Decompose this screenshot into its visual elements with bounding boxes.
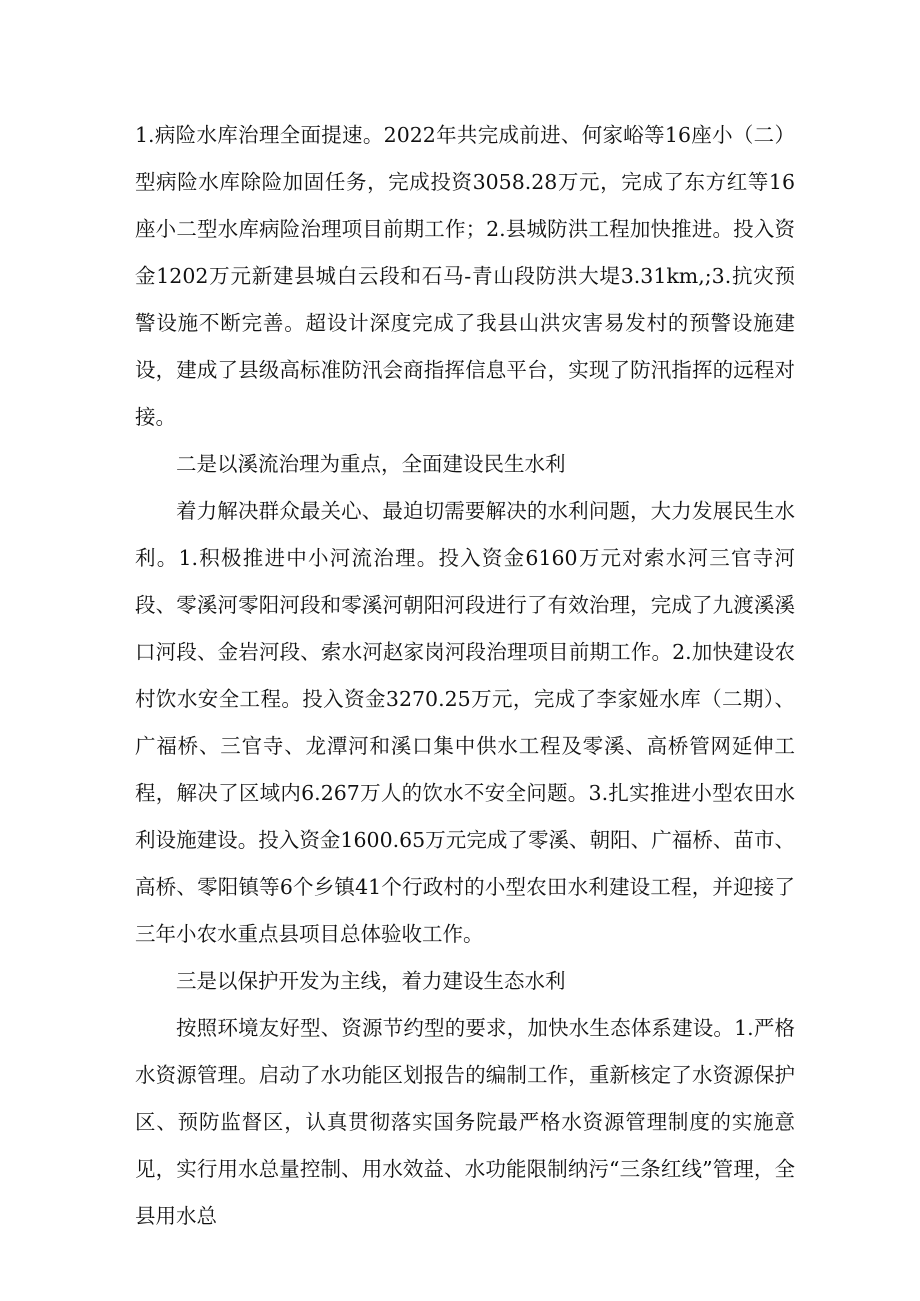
- paragraph-reservoir-governance: 1.病险水库治理全面提速。2022年共完成前进、何家峪等16座小（二）型病险水库除险加固任务，完成投资3058.28万元，完成了东方红等16座小二型水库病险治理项目前期工作；2.县城防洪工程加快推进。投入资金1202万元新建县城白云段和石马-青山段防洪大堤3.31km,;3.抗灾预警设施不断完善。超设计深度完成了我县山洪灾害易发村的预警设施建设，建成了县级高标准防汛会商指挥信息平台，实现了防汛指挥的远程对接。: [135, 123, 795, 429]
- section-heading-livelihood-water: 二是以溪流治理为重点，全面建设民生水利: [176, 452, 566, 476]
- section-heading-ecological-water: 三是以保护开发为主线，着力建设生态水利: [176, 969, 566, 993]
- document-body: [135, 112, 795, 1240]
- paragraph-ecological-water: 按照环境友好型、资源节约型的要求，加快水生态体系建设。1.严格水资源管理。启动了水功能区划报告的编制工作，重新核定了水资源保护区、预防监督区，认真贯彻落实国务院最严格水资源管理制度的实施意见，实行用水总量控制、用水效益、水功能限制纳污“三条红线”管理，全县用水总: [135, 1016, 795, 1228]
- paragraph-livelihood-water: 着力解决群众最关心、最迫切需要解决的水利问题，大力发展民生水利。1.积极推进中小河流治理。投入资金6160万元对索水河三官寺河段、零溪河零阳河段和零溪河朝阳河段进行了有效治理，完成了九渡溪溪口河段、金岩河段、索水河赵家岗河段治理项目前期工作。2.加快建设农村饮水安全工程。投入资金3270.25万元，完成了李家娅水库（二期）、广福桥、三官寺、龙潭河和溪口集中供水工程及零溪、高桥管网延伸工程，解决了区域内6.267万人的饮水不安全问题。3.扎实推进小型农田水利设施建设。投入资金1600.65万元完成了零溪、朝阳、广福桥、苗市、高桥、零阳镇等6个乡镇41个行政村的小型农田水利建设工程，并迎接了三年小农水重点县项目总体验收工作。: [135, 499, 795, 946]
